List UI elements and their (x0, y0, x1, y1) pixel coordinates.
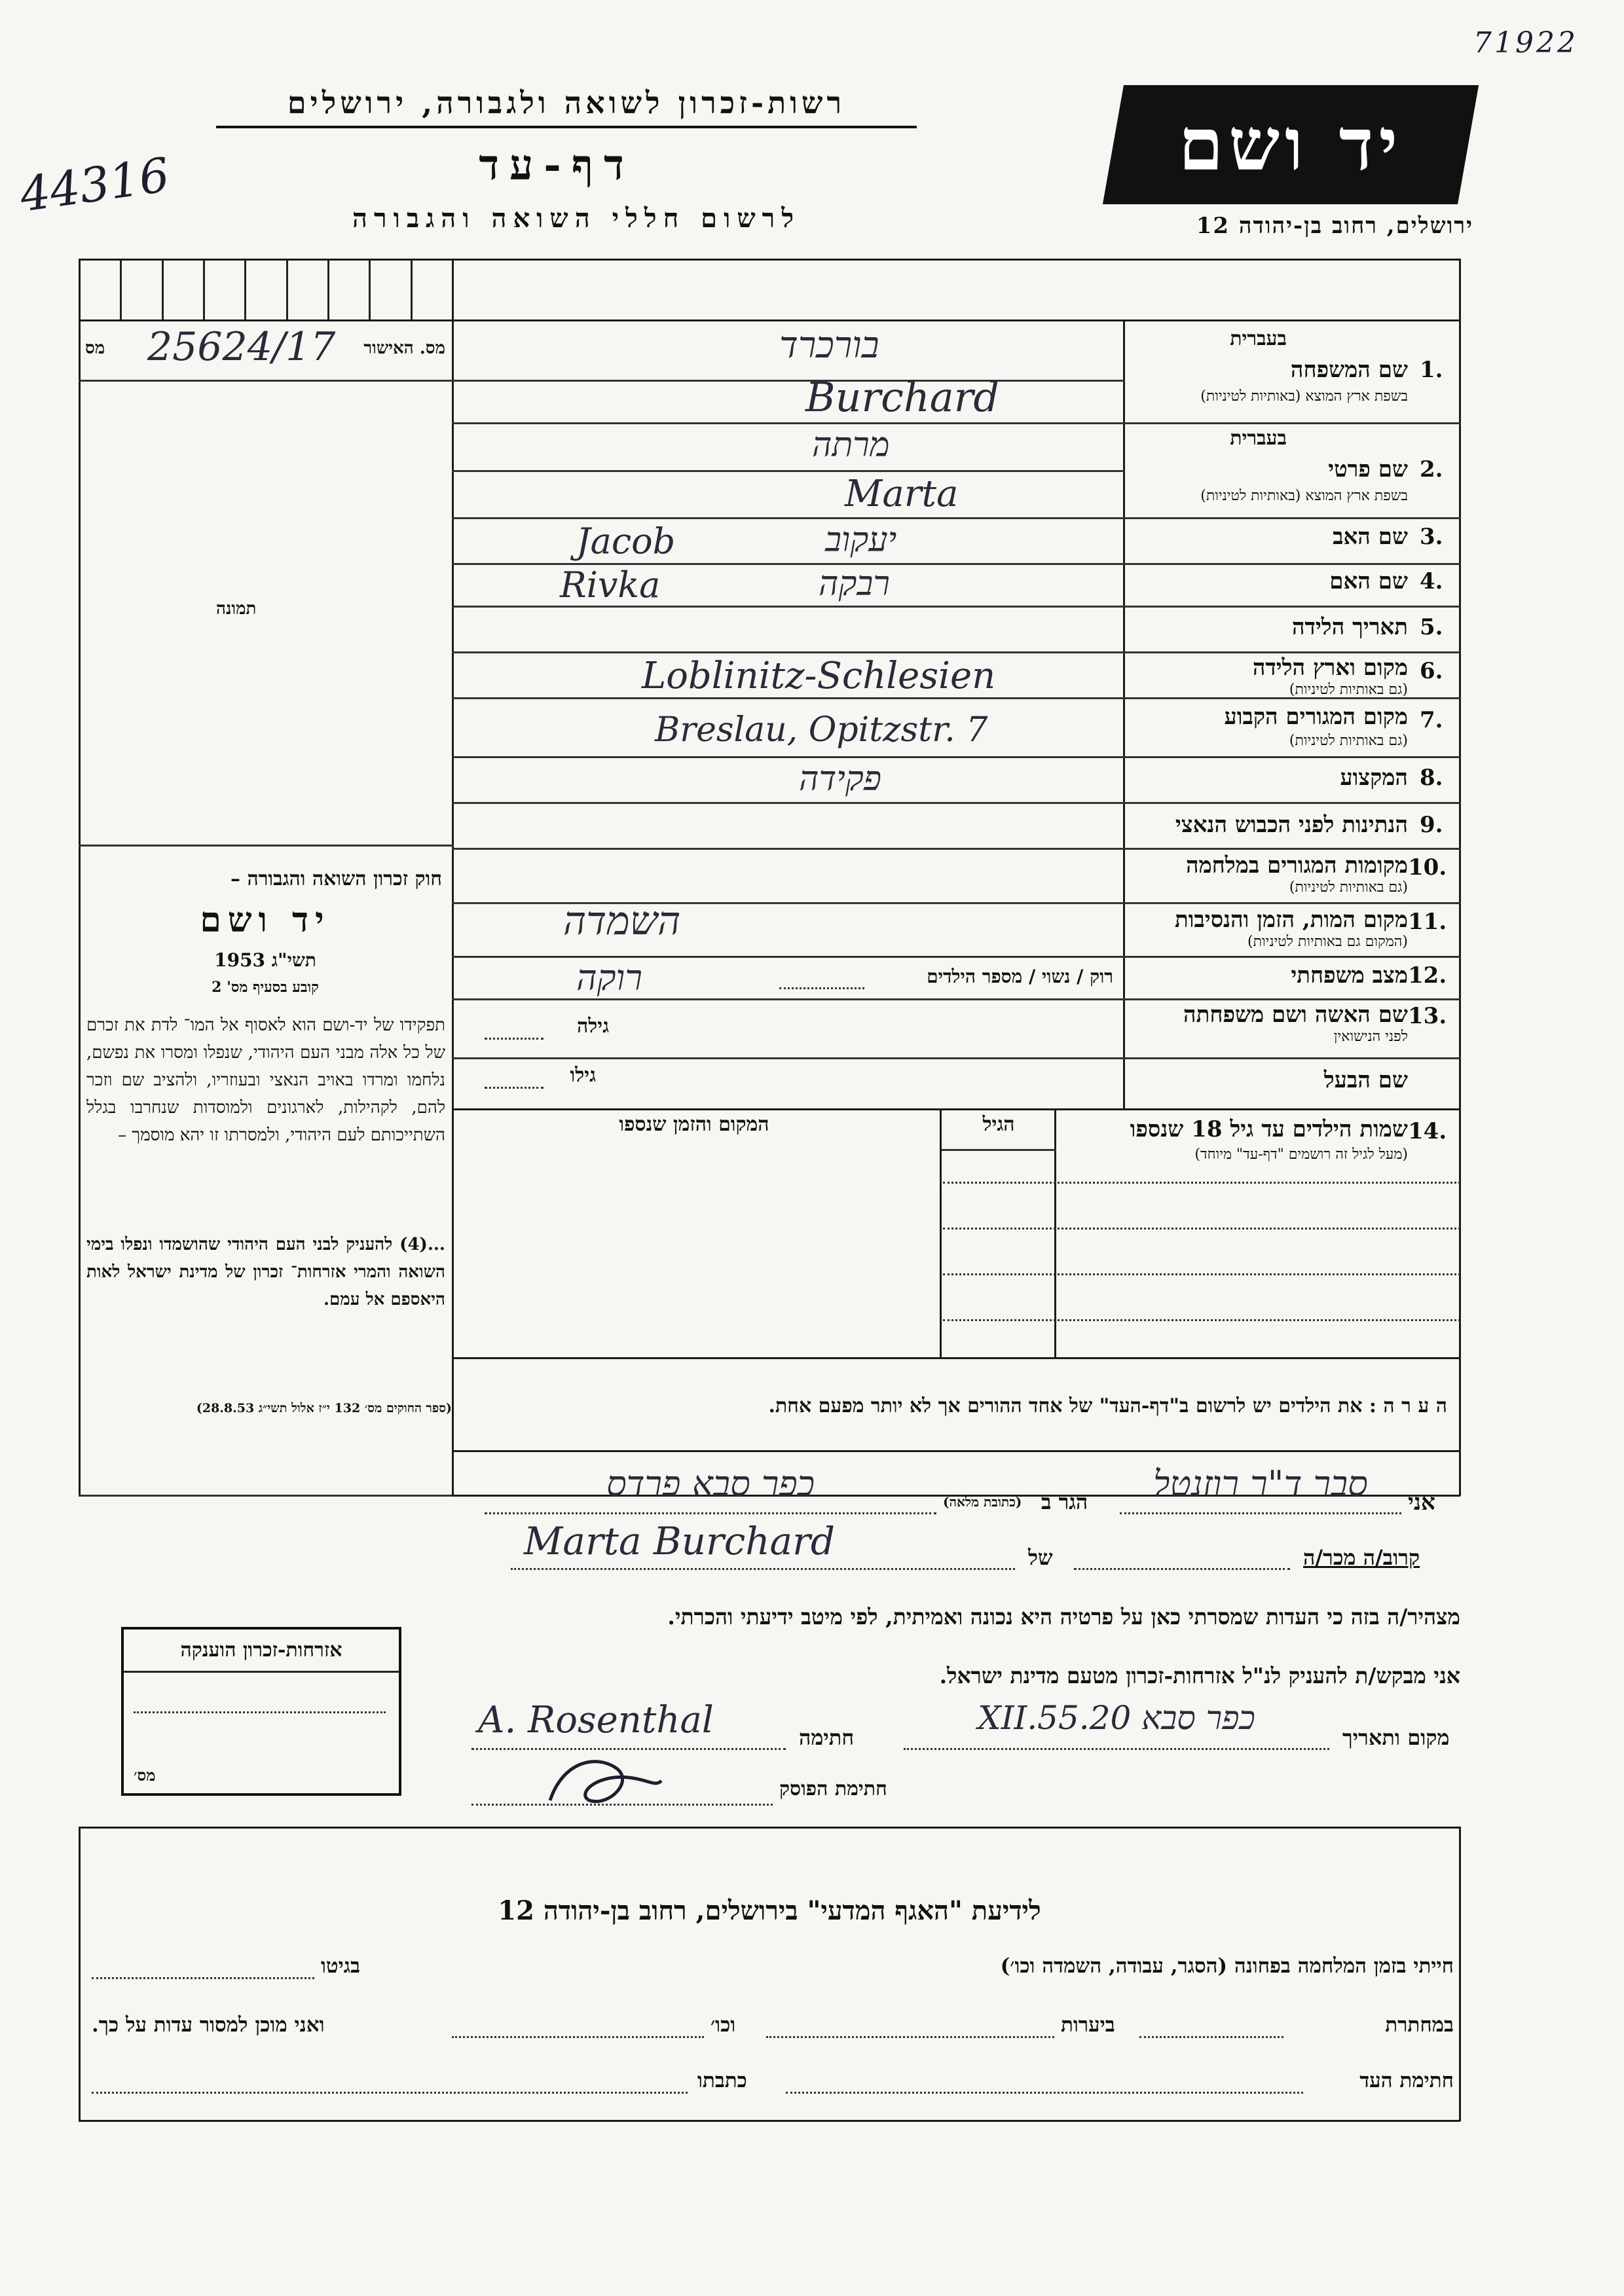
field-3-value-he: יעקוב (825, 520, 897, 560)
field-2-value-lat: Marta (845, 473, 959, 515)
photo-label: תמונה (216, 599, 257, 619)
field-13-label: שם האשה ושם משפחתה (1183, 1002, 1408, 1028)
file-number-handwritten: 44316 (16, 147, 173, 223)
approval-value: 25624/17 (147, 324, 336, 370)
field-4-value-he: רבקה (819, 564, 890, 604)
field-13-age-f: גילה (576, 1015, 609, 1038)
field-4-num: 4. (1420, 568, 1443, 594)
field-13-age-m: גילו (570, 1064, 596, 1087)
field-7-label: מקום המגורים הקבוע (1224, 704, 1408, 730)
field-10-num: 10. (1408, 854, 1447, 881)
field-13-num: 13. (1408, 1003, 1447, 1029)
footer-line2-a: במחתרת (1385, 2013, 1454, 2037)
footer-line1-b: בגיטו (321, 1954, 360, 1978)
field-13-sub: לפני הנישואין (1333, 1029, 1408, 1045)
footer-line3-b: כתבתו (697, 2069, 747, 2092)
field-4-value-lat: Rivka (560, 564, 661, 606)
field-14-label: שמות הילדים עד גיל 18 שנספו (1130, 1116, 1408, 1142)
approval-label: מס. האישור (363, 338, 445, 358)
declarant-name: סבר ד"ר רוזנטל (1153, 1463, 1368, 1504)
field-11-label: מקום המות, הזמן והנסיבות (1174, 907, 1408, 933)
law-name: יד ושם (200, 900, 331, 940)
field-12-options: רוק / נשוי / מספר הילדים (927, 966, 1113, 987)
law-clause: קובע בסעיף מס' 2 (212, 979, 319, 996)
statement-2: אני מבקש/ת להעניק לנ"ל אזרחות-זכרון מטעם מדינת ישראל. (939, 1663, 1460, 1688)
field-8-num: 8. (1420, 765, 1443, 791)
declarant-address: כפר סבא פרדס (606, 1463, 815, 1504)
field-10-label: מקומות המגורים במלחמה (1185, 852, 1408, 879)
address-hint: (כתובת מלאה) (943, 1494, 1022, 1510)
of-label: של (1028, 1545, 1053, 1570)
field-12-num: 12. (1408, 962, 1447, 989)
signature-label: חתימה (799, 1725, 855, 1750)
address: ירושלים, רחוב בן-יהודה 12 (1196, 213, 1473, 239)
law-body-2: ...(4) להעניק לבני העם היהודי שהושמדו ונפלו בימי השואה והמרי אזרחות־ זכרון של מדינת ישראל לאות היאספם אל עמם. (86, 1235, 445, 1309)
signature-value: A. Rosenthal (478, 1699, 714, 1741)
field-2-lang: בעברית (1230, 427, 1287, 450)
footer-line2-c: וכו׳ (710, 2013, 736, 2037)
relation-label: קרוב/ה מכר/ה (1303, 1545, 1420, 1570)
law-year: תשי"ג 1953 (214, 949, 316, 971)
field-4-label: שם האם (1329, 568, 1408, 594)
field-8-value: פקידה (799, 759, 882, 799)
place-date-label: מקום ותאריך (1342, 1725, 1450, 1750)
field-6-label: מקום וארץ הלידה (1252, 655, 1408, 681)
field-9-num: 9. (1420, 812, 1443, 838)
footer-line2-b: ביערות (1061, 2013, 1115, 2037)
yad-vashem-logo (1103, 85, 1479, 204)
clerk-signature (537, 1741, 668, 1820)
field-11-sub: (המקום גם באותיות לטיניות) (1247, 934, 1408, 950)
field-10-sub: (גם באותיות לטיניות) (1289, 879, 1408, 896)
field-3-num: 3. (1420, 524, 1443, 550)
stamp-title: אזרחות-זכרון הוענקה (124, 1630, 399, 1673)
lives-in-label: הגר ב (1041, 1489, 1088, 1514)
footer-line3-a: חתימת העד (1359, 2069, 1454, 2092)
field-1-label: שם המשפחה (1290, 357, 1408, 383)
col-age: הגיל (982, 1113, 1015, 1136)
field-6-num: 6. (1420, 658, 1443, 684)
authority-title: רשות-זכרון לשואה ולגבורה, ירושלים (216, 85, 917, 128)
field-12-label: מצב משפחתי (1291, 962, 1408, 989)
field-8-label: המקצוע (1340, 765, 1408, 791)
field-6-value: Loblinitz-Schlesien (642, 655, 996, 697)
field-11-num: 11. (1408, 909, 1447, 935)
form-subtitle: לרשום חללי השואה והגבורה (352, 203, 801, 234)
stamp-footer: מס׳ (134, 1766, 156, 1785)
field-3-label: שם האב (1333, 524, 1408, 550)
field-14-sub: (מעל לגיל זה רושמים "דף-עד" מיוחד) (1194, 1146, 1408, 1163)
field-1-lang: בעברית (1230, 327, 1287, 350)
field-9-label: הנתינות לפני הכבוש הנאצי (1175, 812, 1408, 838)
footer-line2-d: ואני מוכן למסור עדות על כך. (92, 2013, 325, 2037)
archive-number: 71922 (1473, 26, 1578, 60)
col-place: המקום והזמן שנספו (619, 1113, 769, 1136)
field-3-value-lat: Jacob (576, 520, 676, 562)
field-6-sub: (גם באותיות לטיניות) (1289, 682, 1408, 698)
logo-text: יד ושם (1178, 102, 1403, 187)
clerk-label: חתימת הפוסק (779, 1777, 887, 1800)
field-11-value: השמדה (563, 898, 681, 944)
field-1-sub: בשפת ארץ המוצא (באותיות לטיניות) (1200, 388, 1408, 405)
footer-line1-a: חייתי בזמן המלחמה בפחונה (הסגר, עבודה, השמדה וכו׳) (1000, 1954, 1454, 1978)
citizenship-stamp-box (121, 1627, 401, 1796)
field-13-husband: שם הבעל (1323, 1067, 1408, 1093)
approval-row (85, 324, 445, 370)
place-date-value: כפר סבא 20.XII.55 (978, 1699, 1255, 1737)
field-14-num: 14. (1408, 1118, 1447, 1144)
approval-suffix: מס (85, 338, 105, 358)
children-note: ה ע ר ה : את הילדים יש לרשום ב"דף-העד" של אחד ההורים אך לא יותר מפעם אחת. (768, 1394, 1447, 1417)
declarant-ani: אני (1408, 1489, 1435, 1516)
field-1-value-he: בורכרד (779, 324, 879, 367)
field-7-sub: (גם באותיות לטיניות) (1289, 733, 1408, 749)
law-title: חוק זכרון השואה והגבורה – (231, 867, 442, 890)
field-2-num: 2. (1420, 456, 1443, 483)
of-value: Marta Burchard (524, 1519, 835, 1563)
field-12-value: רוקה (576, 957, 642, 998)
law-source: (ספר החוקים מס׳ 132 י״ז אלול תשי״ג 28.8.53) (196, 1401, 452, 1415)
statement-1: מצהיר/ה בזה כי העדות שמסרתי כאן על פרטיה היא נכונה ואמיתית, לפי מיטב ידיעתי והכרתי. (667, 1604, 1460, 1630)
field-7-value: Breslau, Opitzstr. 7 (655, 710, 988, 750)
field-7-num: 7. (1420, 707, 1443, 733)
field-1-num: 1. (1420, 357, 1443, 383)
footer-title: לידיעת "האגף המדעי" בירושלים, רחוב בן-יהודה 12 (498, 1895, 1041, 1926)
field-2-value-he: מרתה (812, 426, 890, 465)
law-body-1: תפקידו של יד-ושם הוא לאסוף אל המו־ לדת את זכרם של כל אלה מבני העם היהודי, שנפלו ומסרו את נפשם, נלחמו ומרדו באויב הנאצי ובעוזריו, ולהציב שם וזכר להם, לקהילות, לארגונים ולמוסדות שנחרבו בגלל השתייכותם לעם היהודי, ולמסרתו זו יהא מוסמך – (86, 1015, 445, 1145)
field-5-num: 5. (1420, 614, 1443, 640)
field-2-sub: בשפת ארץ המוצא (באותיות לטיניות) (1200, 488, 1408, 504)
field-2-label: שם פרטי (1328, 456, 1408, 483)
field-5-label: תאריך הלידה (1291, 614, 1408, 640)
form-title: דף-עד (479, 141, 635, 190)
field-1-value-lat: Burchard (805, 373, 1000, 421)
office-grid (81, 261, 452, 319)
